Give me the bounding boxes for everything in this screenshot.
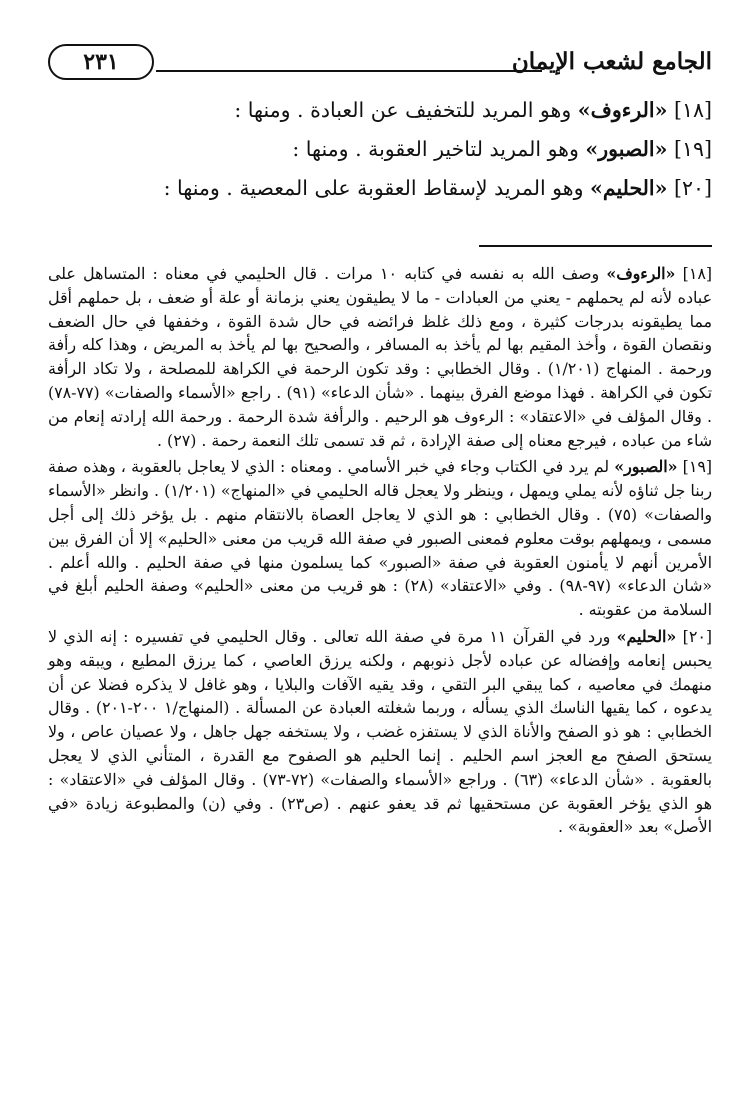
footnote-separator [479, 245, 712, 247]
footnote-term: «الرءوف» [606, 264, 676, 283]
footnote-18 [48, 262, 712, 452]
attribute-name: «الحليم» [590, 176, 668, 200]
footnote-20 [48, 625, 712, 839]
footnotes [48, 262, 712, 842]
footnote-term: «الحليم» [616, 626, 677, 646]
footnote-number: [١٩] [682, 457, 712, 477]
main-entry-20 [48, 174, 712, 203]
running-title: الجامع لشعب الإيمان [511, 48, 712, 75]
main-entry-18 [48, 96, 712, 125]
main-text [48, 96, 712, 213]
attribute-name: «الصبور» [585, 137, 668, 161]
entry-number: [٢٠] [673, 176, 712, 200]
footnote-number: [١٨] [682, 264, 712, 283]
footnote-19 [48, 455, 712, 622]
entry-text: وهو المريد لإسقاط العقوبة على المعصية . ومنها : [163, 176, 584, 200]
footnote-text: وصف الله به نفسه في كتابه ١٠ مرات . قال الحليمي في معناه : المتساهل على عباده لأنه لم يحملهم - يعني من العبادات - ما لا يطيقون يعني بزمانة أو علة أو ضعف ، بل حملهم أقل مما يطيقونه بدرجات كثيرة ، ومع ذلك غلظ فرائضه في حال شدة القوة ، وخففها في حال الضعف ونقصان القوة ، وأخذ المقيم بها لم يأخذ به المسافر ، والصحيح بها لم يأخذ به المريض ، وهذا كله رأفة ورحمة . المنهاج (١/٢٠١) . وقال الخطابي : وقد تكون الرحمة في الكراهة للمصلحة ، ولا تكاد الرأفة تكون في الكراهة . فهذا موضع الفرق بينهما . «شأن الدعاء» (٩١) . راجع «الأسماء والصفات» (٧٧-٧٨) . وقال المؤلف في «الاعتقاد» : الرءوف هو الرحيم . والرأفة شدة الرحمة . ورحمة الله إرادته إنعام من شاء من عباده ، فيرجع معناه إلى صفة الإرادة ، ثم قد تسمى تلك النعمة رحمة . (٢٧) . [48, 264, 713, 450]
footnote-text: لم يرد في الكتاب وجاء في خبر الأسامي . ومعناه : الذي لا يعاجل بالعقوبة ، وهذه صفة ربنا جل ثناؤه لأنه يملي ويمهل ، وينظر ولا يعجل قاله الحليمي في «المنهاج» (١/٢٠١) . وانظر «الأسماء والصفات» (٧٥) . وقال الخطابي : هو الذي لا يعاجل العصاة بالانتقام منهم . بل يؤخر ذلك إلى أجل مسمى ، ويمهلهم بوقت معلوم فمعنى الصبور في صفة الله قريب من معنى «الحليم» إلا أن الفرق بين الأمرين أنهم لا يأمنون العقوبة في صفة «الصبور» كما يسلمون منها في صفة الحليم . والله أعلم . «شان الدعاء» (٩٧-٩٨) . وفي «الاعتقاد» (٢٨) : هو قريب من معنى «الحليم» وصفة الحليم أبلغ في السلامة من عقوبته . [48, 457, 712, 620]
page-header [48, 42, 712, 82]
page-number: ٢٣١ [48, 44, 154, 80]
entry-number: [١٩] [673, 137, 712, 161]
main-entry-19 [48, 135, 712, 164]
entry-number: [١٨] [673, 98, 712, 122]
entry-text: وهو المريد للتخفيف عن العبادة . ومنها : [234, 98, 572, 122]
entry-text: وهو المريد لتاخير العقوبة . ومنها : [292, 137, 579, 161]
footnote-term: «الصبور» [614, 457, 678, 477]
header-rule [156, 70, 542, 72]
footnote-number: [٢٠] [682, 626, 712, 646]
attribute-name: «الرءوف» [577, 98, 668, 122]
footnote-text: ورد في القرآن ١١ مرة في صفة الله تعالى . وقال الحليمي في تفسيره : إنه الذي لا يحبس إنعامه وإفضاله عن عباده لأجل ذنوبهم ، ولكنه يرزق العاصي ، كما يرزق المطيع ، ويبقه وهو منهمك في معاصيه ، كما يبقي البر التقي ، وقد يقيه الآفات والبلايا ، وهو غافل لا يذكره فضلا عن أن يدعوه ، كما يقيها الناسك الذي يسأله ، وربما شغلته العبادة عن المسألة . (المنهاج/١ ٢٠٠-٢٠١) . وقال الخطابي : هو ذو الصفح والأناة الذي لا يستفزه غضب ، ولا يستخفه جهل جاهل ، ولا عصيان عاص ، ولا يستحق الصفح مع العجز اسم الحليم . إنما الحليم هو الصفوح مع القدرة ، المتأني الذي لا يعجل بالعقوبة . «شأن الدعاء» (٦٣) . وراجع «الأسماء والصفات» (٧٢-٧٣) . وقال المؤلف في «الاعتقاد» : هو الذي يؤخر العقوبة عن مستحقيها ثم قد يعفو عنهم . (ص٢٣) . وفي (ن) والمطبوعة زيادة «في الأصل» بعد «العقوبة» . [48, 626, 712, 837]
